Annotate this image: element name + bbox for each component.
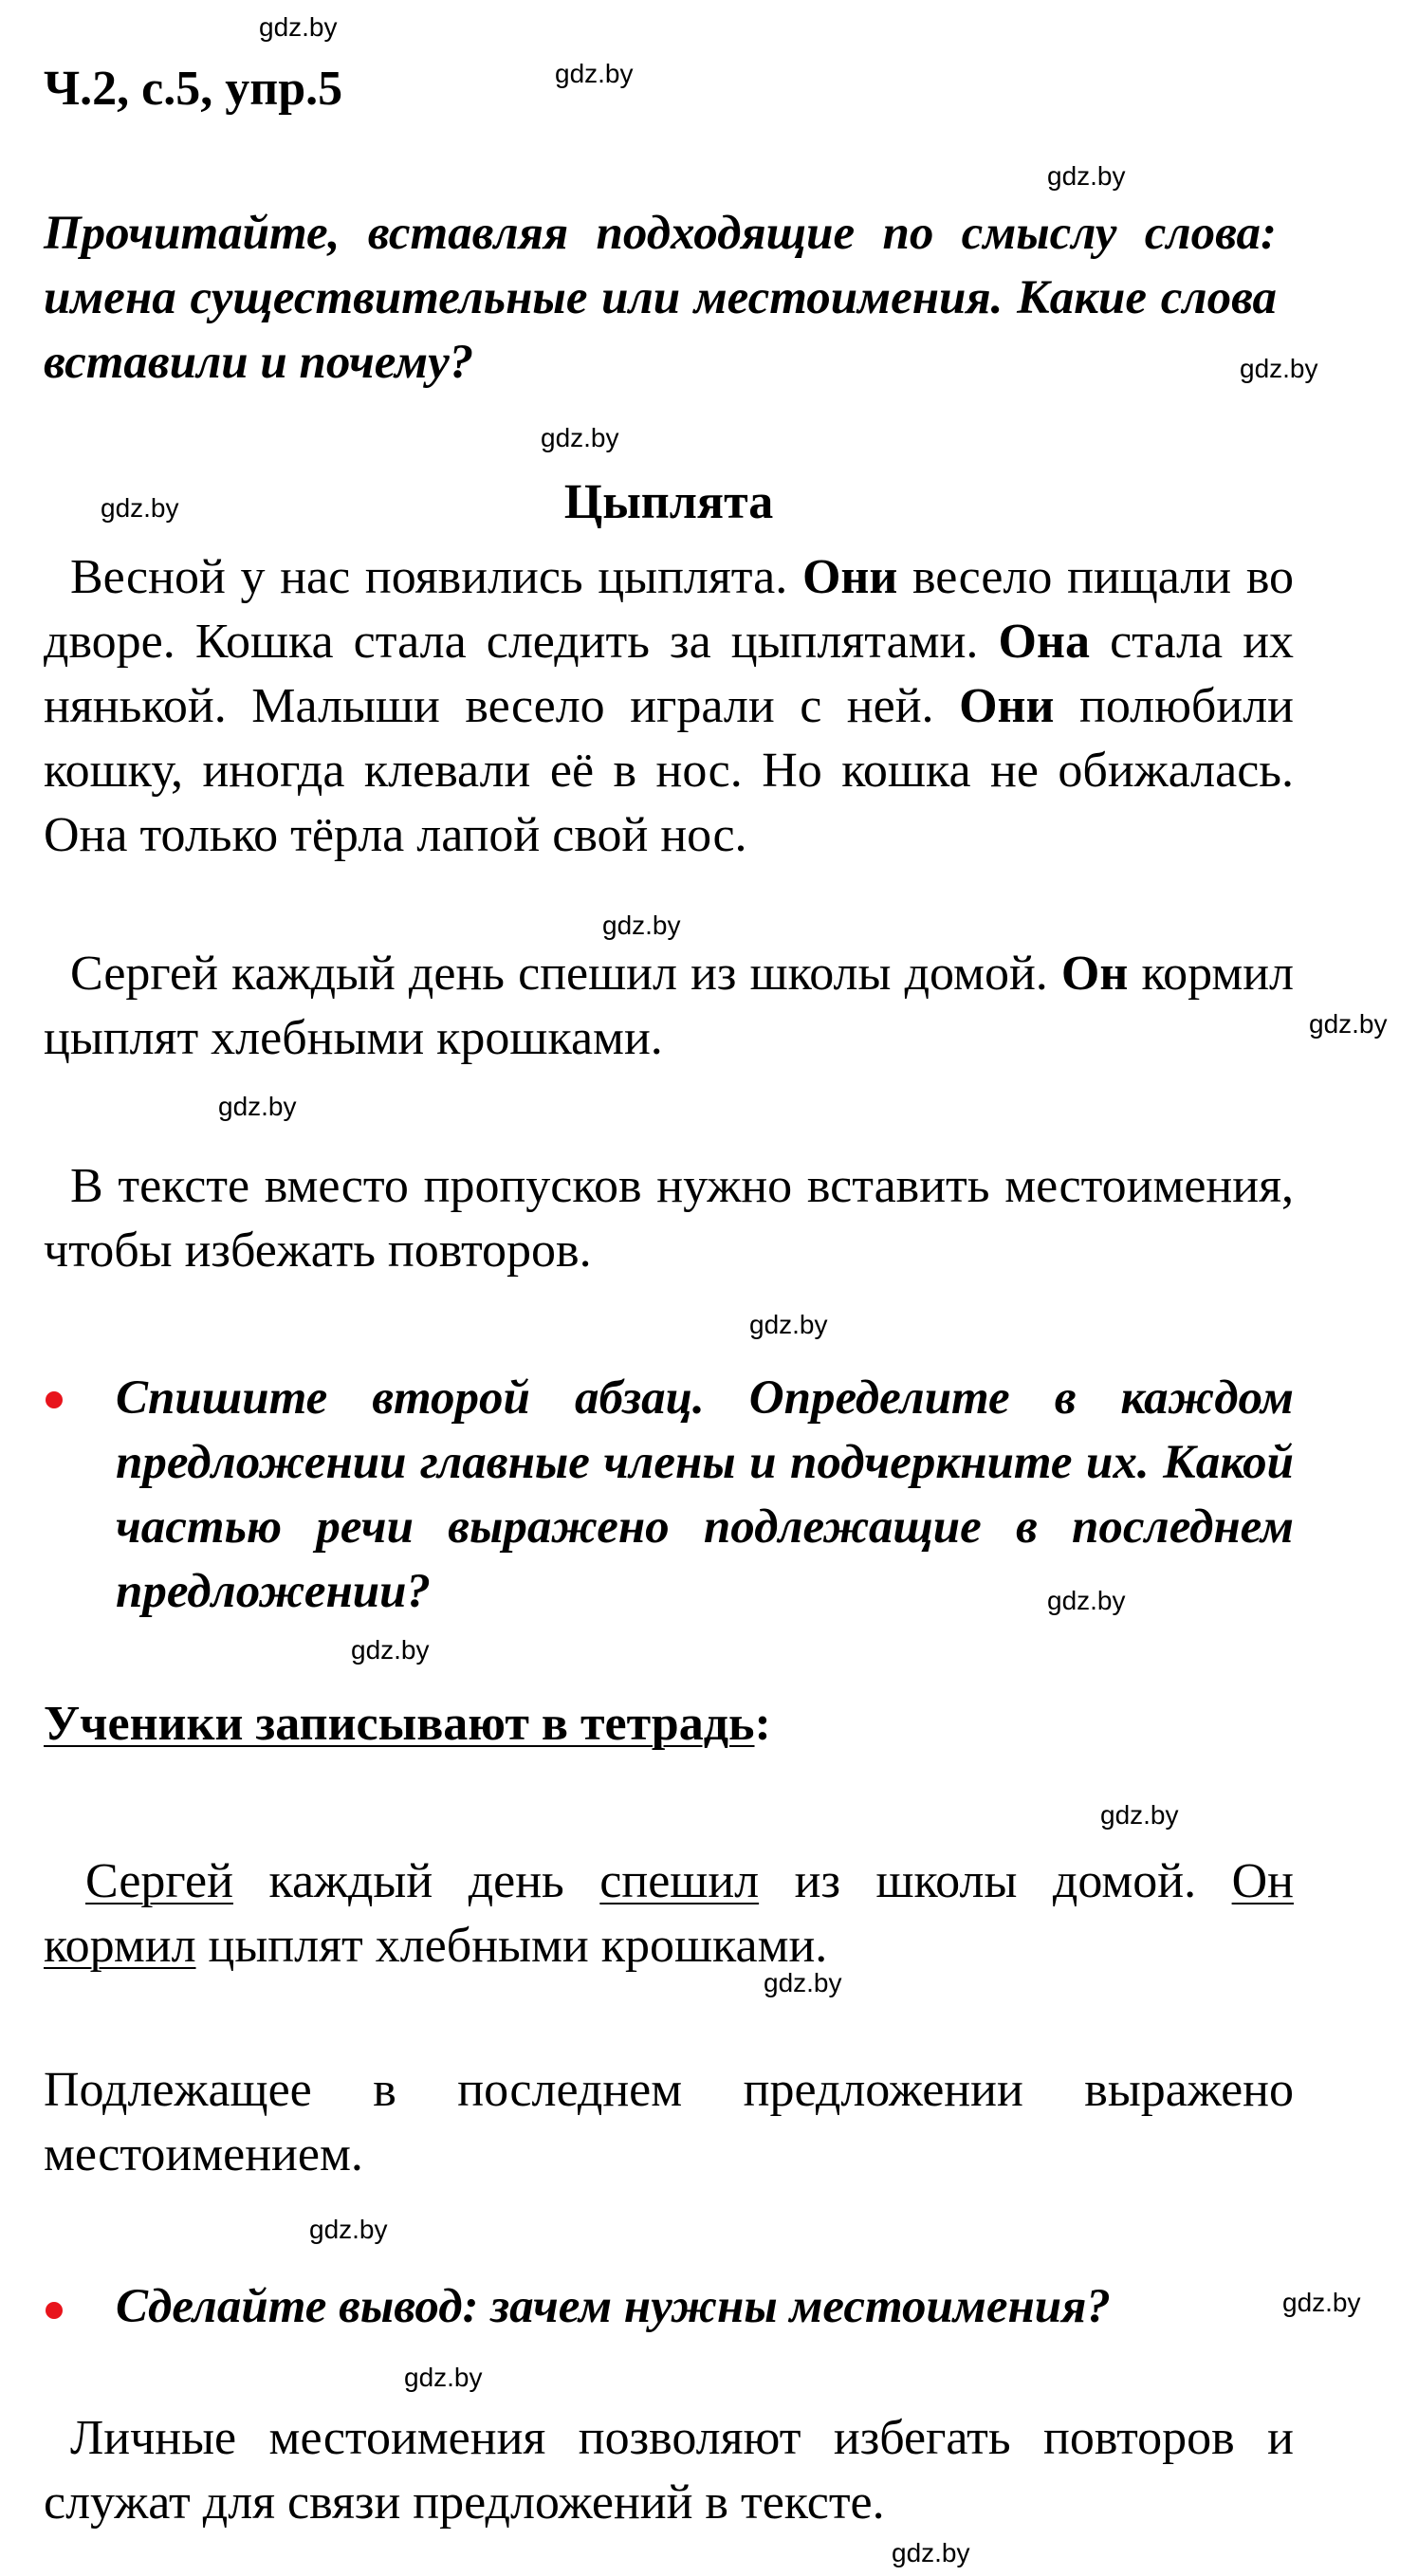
watermark: gdz.by — [1047, 161, 1126, 191]
notebook-label-colon: : — [754, 1697, 771, 1751]
answer-2-text: Подлежащее в последнем предложении выражено местоимением. — [44, 2063, 1294, 2181]
notebook-text — [44, 1849, 1294, 1978]
story-p1-s2: весело пищали во дворе. Кошка стала следить за цыплятами. — [44, 550, 1295, 669]
watermark: gdz.by — [1240, 354, 1318, 383]
watermark: gdz.by — [1047, 1586, 1126, 1615]
answer-1 — [44, 1154, 1294, 1283]
watermark: gdz.by — [749, 1310, 828, 1339]
predicate-2: кормил — [44, 1919, 196, 1973]
bullet-dot — [46, 1391, 63, 1408]
watermark: gdz.by — [541, 423, 619, 452]
predicate-1: спешил — [599, 1854, 760, 1908]
story-title-text: Цыплята — [563, 475, 774, 529]
task-1 — [44, 201, 1277, 395]
page-heading — [44, 61, 1294, 117]
story-p1-s4: полюбили кошку, иногда клевали её в нос. Но кошка не обижалась. Она только тёрла лапой свой нос. — [44, 679, 1294, 862]
story-p1-pronoun-2: Она — [998, 615, 1090, 669]
story-paragraph-2 — [44, 942, 1294, 1071]
watermark: gdz.by — [101, 493, 179, 523]
story-p1-s3: стала их нянькой. Малыши весело играли с ней. — [44, 615, 1295, 733]
task-1-text: Прочитайте, вставляя подходящие по смыслу слова: имена существительные или местоимения. Какие слова вставили и почему? — [44, 207, 1277, 389]
story-p1-s1: Весной у нас появились цыплята. — [70, 550, 788, 604]
story-p1-pronoun-3: Они — [959, 679, 1055, 733]
task-3-text: Сделайте вывод: зачем нужны местоимения? — [116, 2280, 1111, 2333]
watermark: gdz.by — [309, 2215, 388, 2244]
watermark: gdz.by — [602, 911, 681, 940]
watermark: gdz.by — [764, 1968, 842, 1997]
answer-3-text: Личные местоимения позволяют избегать повторов и служат для связи предложений в тексте. — [44, 2411, 1294, 2530]
story-p1-pronoun-1: Они — [801, 550, 898, 604]
watermark: gdz.by — [218, 1092, 297, 1121]
heading-text: Ч.2, с.5, упр.5 — [44, 62, 343, 116]
subject-2: Он — [1231, 1854, 1294, 1908]
notebook-label-text: Ученики записывают в тетрадь — [44, 1697, 755, 1751]
watermark: gdz.by — [1100, 1800, 1179, 1830]
task-2-text: Спишите второй абзац. Определите в каждом предложении главные члены и подчеркните их. Какой частью речи выражено подлежащие в последнем предложении? — [116, 1371, 1294, 1618]
story-p2-s1: Сергей каждый день спешил из школы домой. — [70, 947, 1048, 1001]
watermark: gdz.by — [351, 1635, 430, 1665]
watermark: gdz.by — [1309, 1009, 1388, 1039]
watermark: gdz.by — [259, 12, 338, 42]
watermark: gdz.by — [1282, 2288, 1361, 2317]
notebook-text-2: из школы домой. — [794, 1854, 1197, 1908]
task-3 — [116, 2274, 1282, 2339]
notebook-text-3: цыплят хлебными крошками. — [208, 1919, 828, 1973]
subject-1: Сергей — [85, 1854, 233, 1908]
notebook-label — [44, 1696, 1294, 1752]
notebook-text-1: каждый день — [268, 1854, 564, 1908]
bullet-dot — [46, 2302, 63, 2319]
answer-1-text: В тексте вместо пропусков нужно вставить местоимения, чтобы избежать повторов. — [44, 1159, 1294, 1278]
answer-3 — [44, 2406, 1294, 2535]
story-title — [44, 474, 1294, 530]
answer-2 — [44, 2058, 1294, 2187]
story-p2-pronoun: Он — [1060, 947, 1129, 1001]
story-paragraph-1 — [44, 545, 1294, 868]
watermark: gdz.by — [404, 2363, 483, 2392]
watermark: gdz.by — [892, 2538, 970, 2567]
story-p2-s2: кормил цыплят хлебными крошками. — [44, 947, 1295, 1065]
task-2 — [116, 1366, 1294, 1624]
watermark: gdz.by — [555, 59, 634, 88]
